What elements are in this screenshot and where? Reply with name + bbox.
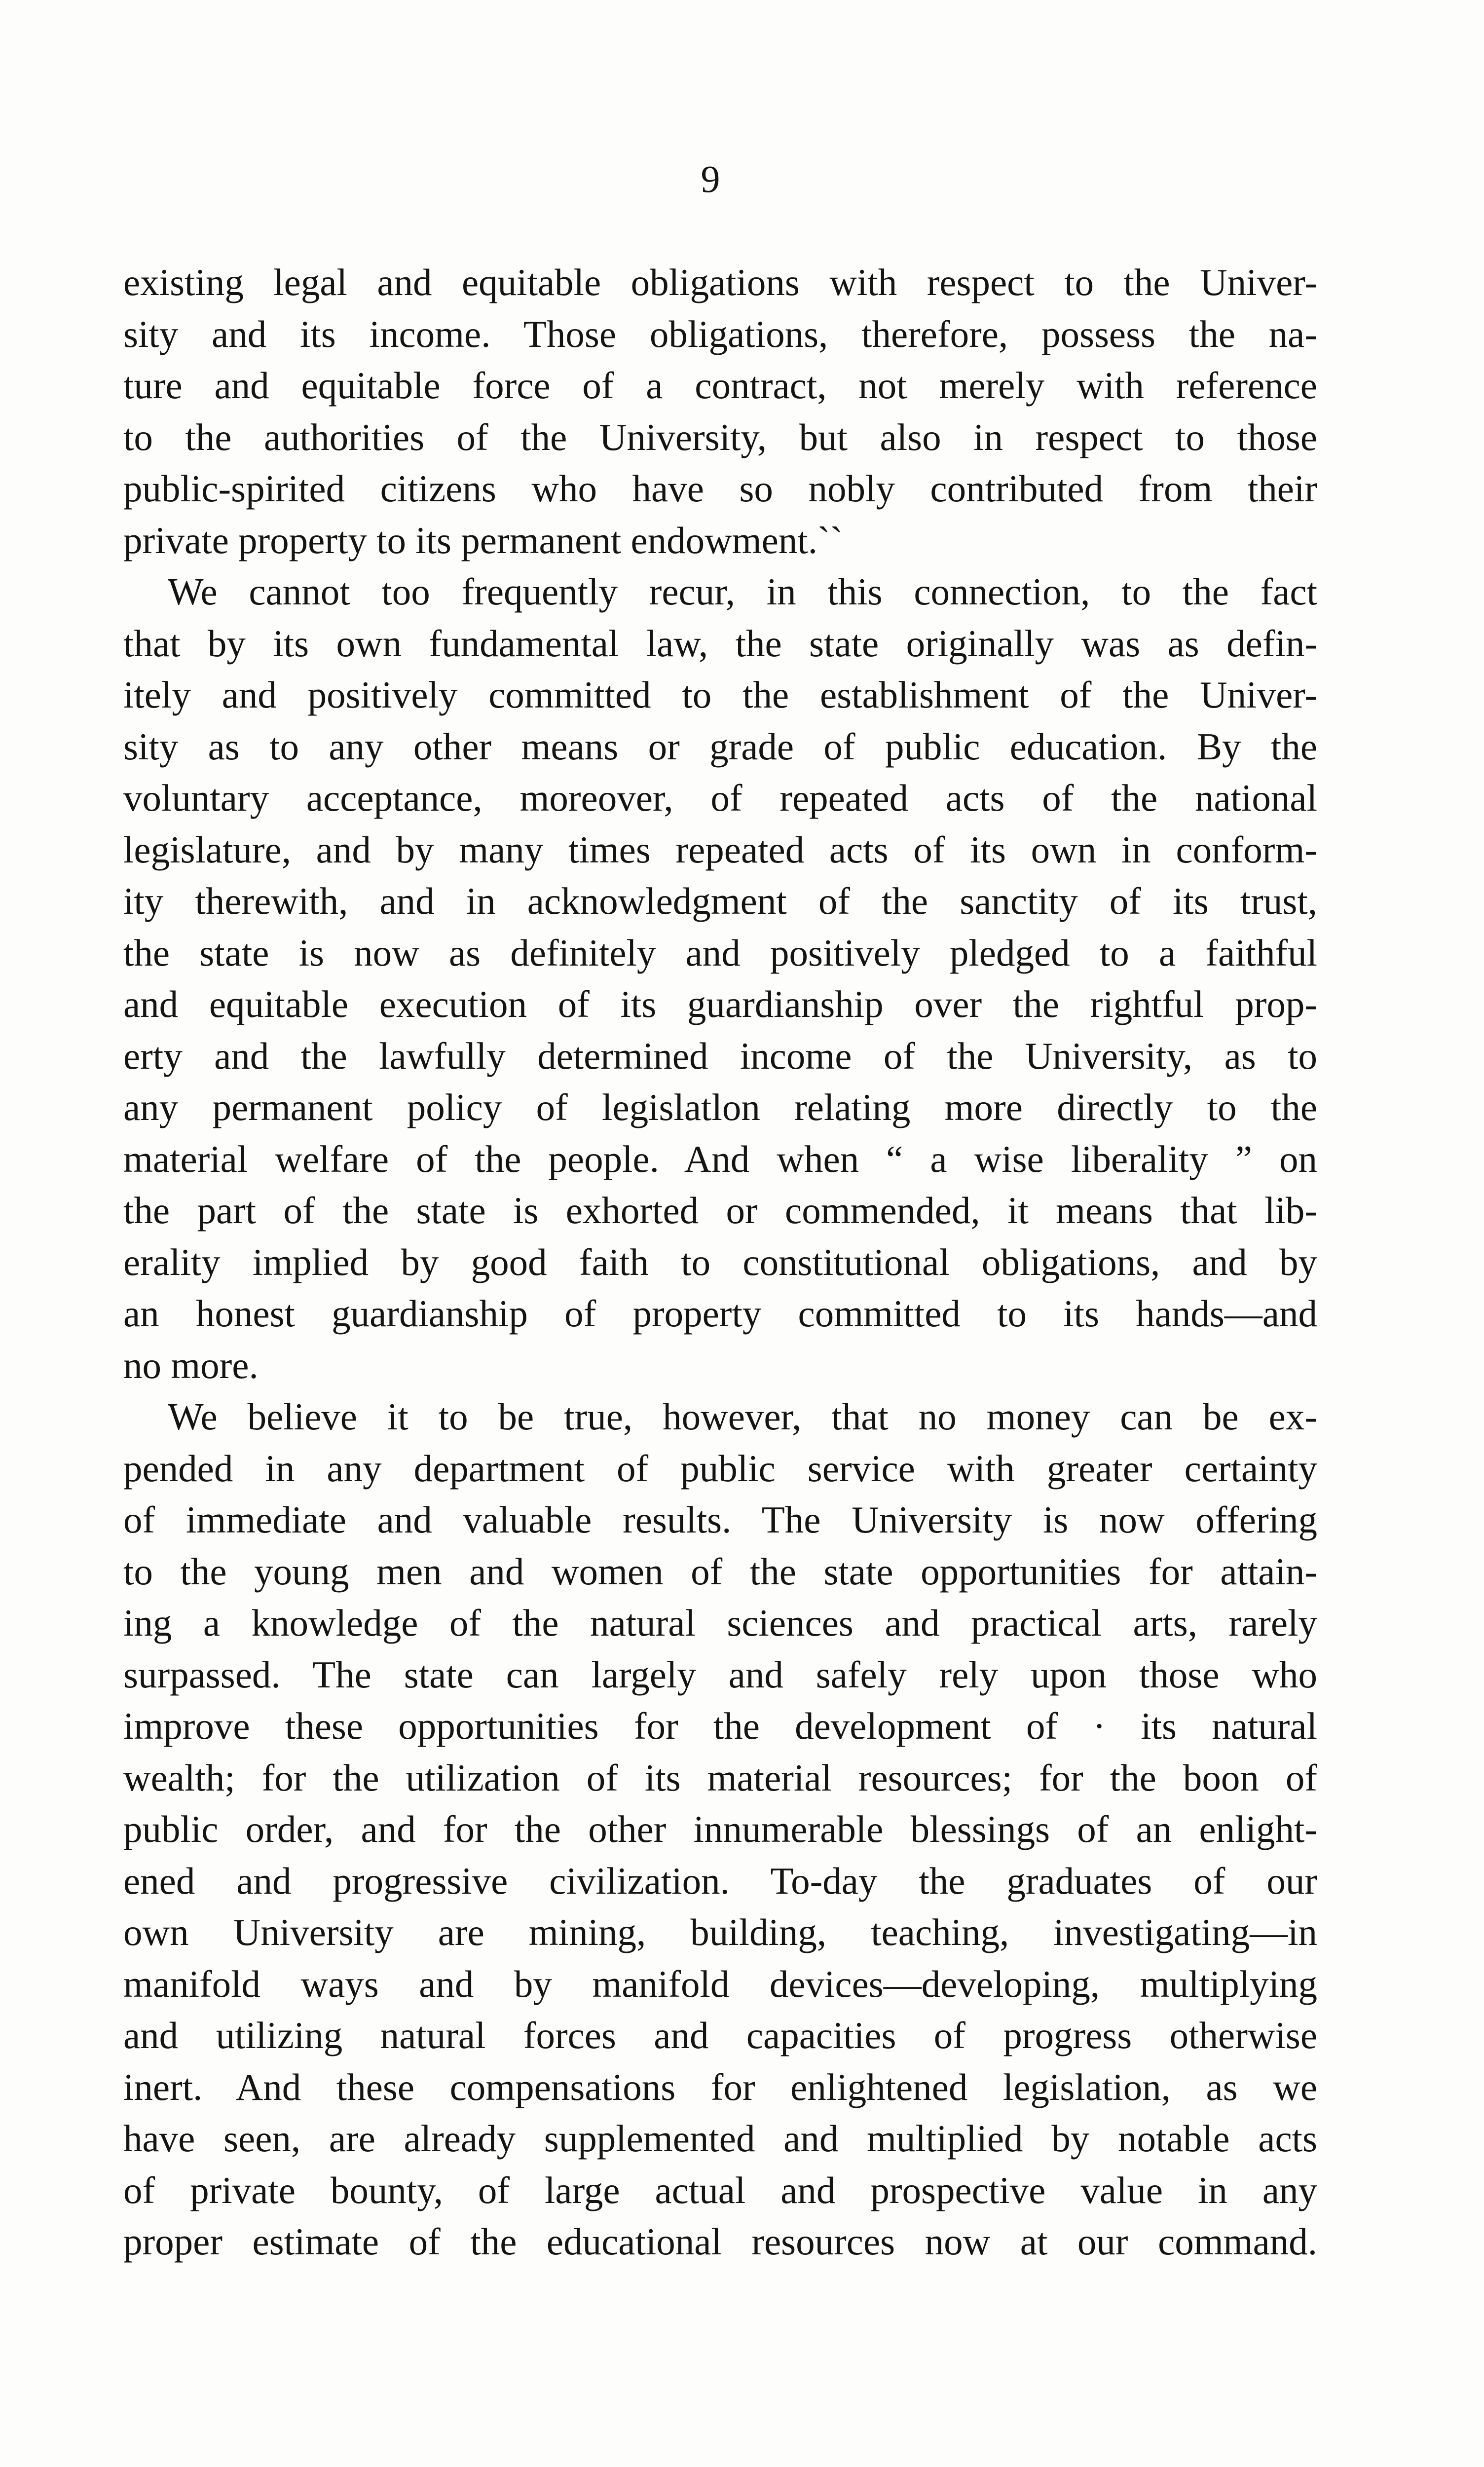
text-line: to the young men and women of the state opportunities for attain- [123,1550,1317,1593]
text-line: of immediate and valuable results. The University is now offering [123,1498,1317,1541]
text-line: sity and its income. Those obligations, therefore, possess the na- [123,312,1317,355]
paragraph-3 [123,1391,1317,2268]
text-line: proper estimate of the educational resources now at our command. [123,2220,1317,2263]
text-line: ity therewith, and in acknowledgment of the sanctity of its trust, [123,880,1317,922]
text-line: erty and the lawfully determined income of the University, as to [123,1034,1317,1077]
text-line: and utilizing natural forces and capacities of progress otherwise [123,2014,1317,2056]
text-line: sity as to any other means or grade of public education. By the [123,725,1317,768]
text-line: wealth; for the utilization of its material resources; for the boon of [123,1756,1317,1799]
text-line: to the authorities of the University, but also in respect to those [123,415,1317,458]
text-line: legislature, and by many times repeated acts of its own in conform- [123,828,1317,871]
text-line: We cannot too frequently recur, in this connection, to the fact [168,570,1317,613]
text-line: We believe it to be true, however, that no money can be ex- [168,1395,1317,1438]
text-line: ing a knowledge of the natural sciences and practical arts, rarely [123,1602,1317,1644]
text-line: itely and positively committed to the establishment of the Univer- [123,673,1317,716]
text-line: voluntary acceptance, moreover, of repeated acts of the national [123,777,1317,819]
text-line: inert. And these compensations for enlightened legislation, as we [123,2065,1317,2108]
text-line: improve these opportunities for the development of · its natural [123,1705,1317,1747]
text-line: pended in any department of public service with greater certainty [123,1447,1317,1490]
text-line: the part of the state is exhorted or commended, it means that lib- [123,1189,1317,1232]
text-line: and equitable execution of its guardianship over the rightful prop- [123,983,1317,1025]
text-line: have seen, are already supplemented and multiplied by notable acts [123,2117,1317,2160]
text-line: material welfare of the people. And when “ a wise liberality ” on [123,1137,1317,1180]
page-number: 9 [701,157,720,200]
text-line: that by its own fundamental law, the state originally was as defin- [123,622,1317,665]
text-line: erality implied by good faith to constitutional obligations, and by [123,1240,1317,1283]
text-line: surpassed. The state can largely and safely rely upon those who [123,1653,1317,1696]
text-line: own University are mining, building, teaching, investigating—in [123,1911,1317,1953]
text-line: any permanent policy of legislatlon relating more directly to the [123,1086,1317,1128]
paragraph-2 [123,566,1317,1391]
paragraph-1 [123,257,1317,566]
text-line: of private bounty, of large actual and prospective value in any [123,2168,1317,2211]
text-line: ened and progressive civilization. To-day the graduates of our [123,1859,1317,1902]
text-line: ture and equitable force of a contract, not merely with reference [123,364,1317,407]
text-line: an honest guardianship of property committed to its hands—and [123,1292,1317,1335]
body-text [123,257,1317,2268]
text-line: manifold ways and by manifold devices—developing, multiplying [123,1962,1317,2005]
text-line: no more. [123,1344,259,1386]
text-line: public-spirited citizens who have so nobly contributed from their [123,467,1317,510]
text-line: private property to its permanent endowment.`` [123,519,843,561]
text-line: public order, and for the other innumerable blessings of an enlight- [123,1808,1317,1850]
text-line: the state is now as definitely and positively pledged to a faithful [123,931,1317,974]
text-line: existing legal and equitable obligations with respect to the Univer- [123,261,1317,303]
